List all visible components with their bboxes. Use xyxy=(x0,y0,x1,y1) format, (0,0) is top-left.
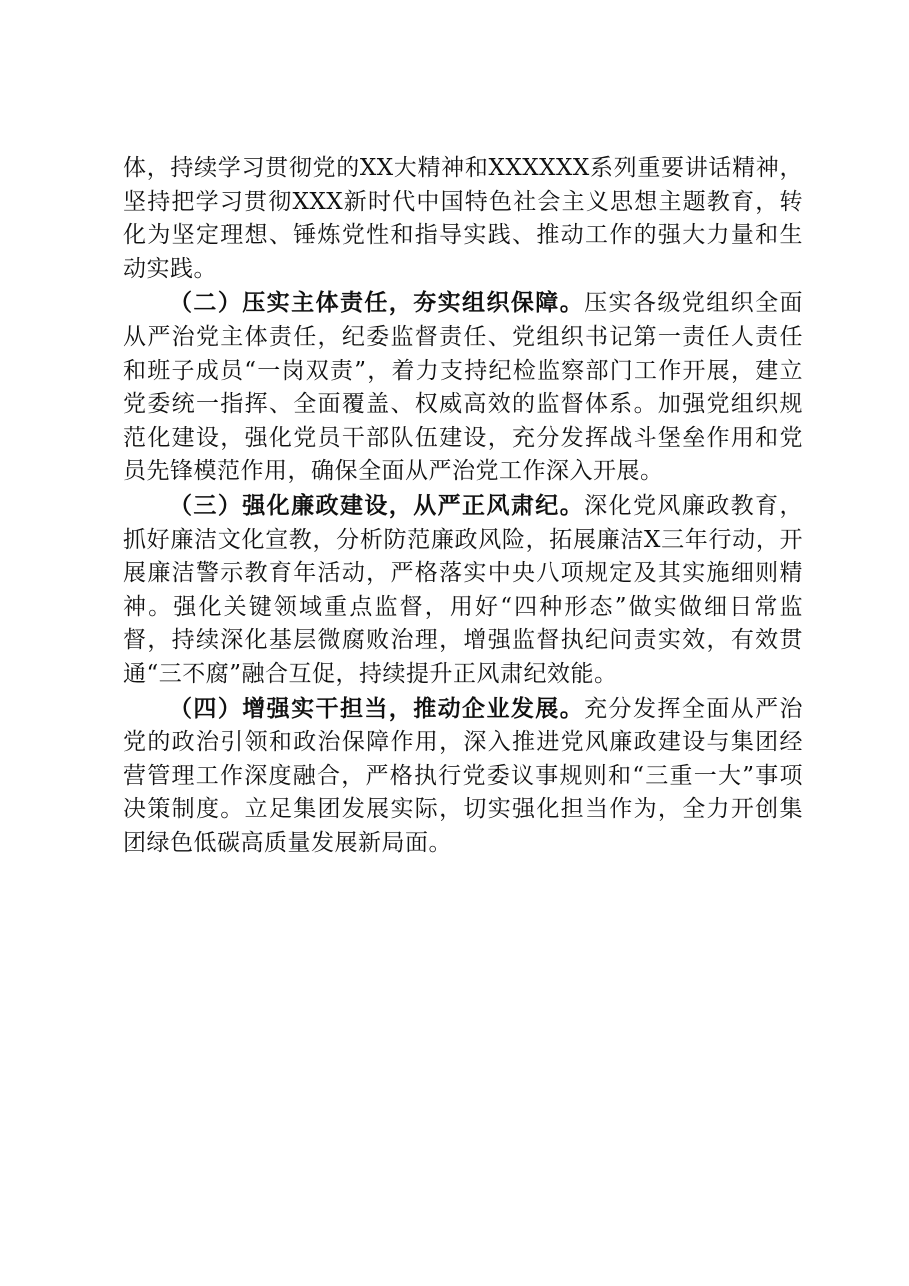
paragraph-continuation xyxy=(123,152,803,286)
section-heading-two: （二）压实主体责任，夯实组织保障。 xyxy=(169,289,585,317)
section-heading-three: （三）强化廉政建设，从严正风肃纪。 xyxy=(169,491,585,519)
document-body xyxy=(123,152,803,860)
paragraph-section-two xyxy=(123,286,803,489)
paragraph-body: 充分发挥全面从严治党的政治引领和政治保障作用，深入推进党风廉政建设与集团经营管理工作深度融合，严格执行党委议事规则和“三重一大”事项决策制度。立足集团发展实际，切实强化担当作为，全力开创集团绿色低碳高质量发展新局面。 xyxy=(123,695,804,856)
paragraph-body: 压实各级党组织全面从严治党主体责任，纪委监督责任、党组织书记第一责任人责任和班子成员“一岗双责”，着力支持纪检监察部门工作开展，建立党委统一指挥、全面覆盖、权威高效的监督体系。加强党组织规范化建设，强化党员干部队伍建设，充分发挥战斗堡垒作用和党员先锋模范作用，确保全面从严治党工作深入开展。 xyxy=(123,290,804,485)
paragraph-section-four xyxy=(123,692,803,861)
paragraph-body: 体，持续学习贯彻党的XX大精神和XXXXXX系列重要讲话精神，坚持把学习贯彻XXX新时代中国特色社会主义思想主题教育，转化为坚定理想、锤炼党性和指导实践、推动工作的强大力量和生动实践。 xyxy=(123,155,803,282)
paragraph-body: 深化党风廉政教育，抓好廉洁文化宣教，分析防范廉政风险，拓展廉洁X三年行动，开展廉洁警示教育年活动，严格落实中央八项规定及其实施细则精神。强化关键领域重点监督，用好“四种形态”做实做细日常监督，持续深化基层微腐败治理，增强监督执纪问责实效，有效贯通“三不腐”融合互促，持续提升正风肃纪效能。 xyxy=(123,492,804,687)
paragraph-section-three xyxy=(123,489,803,692)
section-heading-four: （四）增强实干担当，推动企业发展。 xyxy=(169,694,585,722)
